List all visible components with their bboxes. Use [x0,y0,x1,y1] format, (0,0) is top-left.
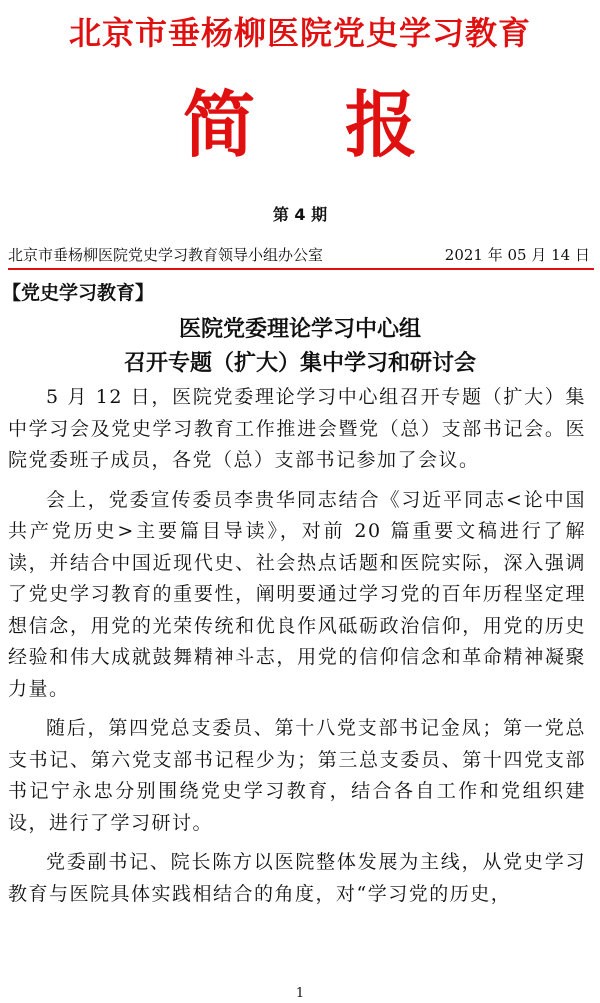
issue-date: 2021 年 05 月 14 日 [444,246,590,264]
article-title-line1: 医院党委理论学习中心组 [178,317,421,342]
masthead-title: 北京市垂杨柳医院党史学习教育 [68,14,531,52]
article-title-line2: 召开专题（扩大）集中学习和研讨会 [123,351,476,376]
page-number: 1 [295,986,305,1001]
paragraph: 会上，党委宣传委员李贵华同志结合《习近平同志<论中国共产党历史>主要篇目导读》，对前 20 篇重要文稿进行了解读，并结合中国近现代史、社会热点话题和医院实际，深入强调了党史学习教育的重要性，阐明要通过学习党的百年历程坚定理想信念，用党的光荣传统和优良作风砥砺政治信仰，用党的历史经验和伟大成就鼓舞精神斗志，用党的信仰信念和革命精神凝聚力量。 [8,488,586,700]
paragraph: 党委副书记、院长陈方以医院整体发展为主线，从党史学习教育与医院具体实践相结合的角度，对“学习党的历史， [8,851,586,905]
paragraph: 随后，第四党总支委员、第十八党支部书记金凤；第一党总支书记、第六党支部书记程少为；第三总支委员、第十四党支部书记宁永忠分别围绕党史学习教育，结合各自工作和党组织建设，进行了学习研讨。 [8,717,586,834]
issuer-name: 北京市垂杨柳医院党史学习教育领导小组办公室 [8,246,324,264]
issuer-line [8,244,590,265]
issue-number: 第 4 期 [272,205,328,224]
red-divider [8,268,594,270]
article-body [8,382,586,918]
paragraph: 5 月 12 日，医院党委理论学习中心组召开专题（扩大）集中学习会及党史学习教育工作推进会暨党（总）支部书记会。医院党委班子成员，各党（总）支部书记参加了会议。 [8,386,586,471]
section-tag: 【党史学习教育】 [2,282,155,304]
bulletin-title: 简报 [182,82,507,167]
